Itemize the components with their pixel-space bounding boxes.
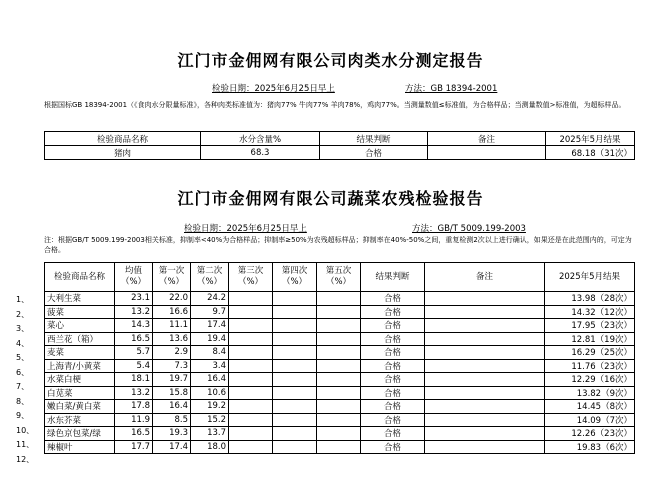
header-remark: 备注 xyxy=(425,263,545,292)
cell-test-1: 16.6 xyxy=(153,305,191,319)
cell-test-1: 22.0 xyxy=(153,292,191,306)
cell-test-1: 15.8 xyxy=(153,386,191,400)
cell-test-5 xyxy=(317,319,361,333)
cell-average: 17.8 xyxy=(115,400,153,414)
cell-test-3 xyxy=(229,346,273,360)
cell-result: 合格 xyxy=(361,400,425,414)
cell-average: 13.2 xyxy=(115,305,153,319)
header-test-5: 第五次（%） xyxy=(317,263,361,292)
cell-test-2: 15.2 xyxy=(191,413,229,427)
cell-may-result: 12.81（19次） xyxy=(545,332,635,346)
cell-test-3 xyxy=(229,413,273,427)
cell-result: 合格 xyxy=(361,292,425,306)
cell-result: 合格 xyxy=(361,332,425,346)
table-row xyxy=(45,305,635,319)
meat-report-method: 方法：GB 18394-2001 xyxy=(405,84,498,94)
cell-test-3 xyxy=(229,400,273,414)
cell-may-result: 14.09（7次） xyxy=(545,413,635,427)
table-row xyxy=(45,319,635,333)
cell-test-4 xyxy=(273,373,317,387)
cell-may-result: 12.29（16次） xyxy=(545,373,635,387)
cell-average: 16.5 xyxy=(115,427,153,441)
cell-test-3 xyxy=(229,386,273,400)
cell-remark xyxy=(425,427,545,441)
cell-test-1: 8.5 xyxy=(153,413,191,427)
cell-average: 17.7 xyxy=(115,440,153,454)
cell-test-3 xyxy=(229,359,273,373)
cell-test-2: 17.4 xyxy=(191,319,229,333)
cell-test-5 xyxy=(317,373,361,387)
veg-report-note: 注：根据GB/T 5009.199-2003相关标准，抑制率<40%为合格样品；抑制率≥50%为农残超标样品；抑制率在40%-50%之间，重复检测2次以上进行确认，如果还是在此范围内的，可定为合格。 xyxy=(44,236,632,254)
cell-test-5 xyxy=(317,292,361,306)
header-may-result: 2025年5月结果 xyxy=(546,132,635,146)
cell-may-result: 68.18（31次） xyxy=(546,146,635,160)
cell-test-4 xyxy=(273,346,317,360)
cell-test-2: 16.4 xyxy=(191,373,229,387)
cell-average: 16.5 xyxy=(115,332,153,346)
cell-test-1: 17.4 xyxy=(153,440,191,454)
cell-product-name: 猪肉 xyxy=(45,146,201,160)
cell-may-result: 17.95（23次） xyxy=(545,319,635,333)
cell-result: 合格 xyxy=(361,305,425,319)
cell-test-5 xyxy=(317,413,361,427)
cell-test-2: 13.7 xyxy=(191,427,229,441)
meat-report-note: 根据国标GB 18394-2001（《食肉水分限量标准》，各种肉类标准值为：猪肉77% 牛肉77% 羊肉78%，鸡肉77%。当测量数值≤标准值，为合格样品；当测量数值>标准值，为超标样品。 xyxy=(44,101,626,109)
cell-product-name: 水菜白梗 xyxy=(45,373,115,387)
cell-remark xyxy=(425,346,545,360)
cell-test-2: 10.6 xyxy=(191,386,229,400)
row-number: 6、 xyxy=(16,367,30,377)
header-may-result: 2025年5月结果 xyxy=(545,263,635,292)
cell-test-4 xyxy=(273,332,317,346)
cell-test-4 xyxy=(273,305,317,319)
cell-test-4 xyxy=(273,440,317,454)
header-result: 结果判断 xyxy=(320,132,428,146)
cell-test-1: 11.1 xyxy=(153,319,191,333)
cell-test-2: 3.4 xyxy=(191,359,229,373)
cell-result: 合格 xyxy=(361,413,425,427)
cell-remark xyxy=(425,305,545,319)
cell-product-name: 嫩白菜/黄白菜 xyxy=(45,400,115,414)
cell-test-5 xyxy=(317,332,361,346)
header-average: 均值（%） xyxy=(115,263,153,292)
cell-product-name: 大利生菜 xyxy=(45,292,115,306)
table-row xyxy=(45,400,635,414)
cell-test-1: 2.9 xyxy=(153,346,191,360)
cell-test-2: 8.4 xyxy=(191,346,229,360)
cell-remark xyxy=(425,386,545,400)
cell-test-3 xyxy=(229,292,273,306)
cell-test-5 xyxy=(317,400,361,414)
meat-results-table xyxy=(44,131,635,160)
cell-remark xyxy=(428,146,546,160)
cell-may-result: 12.26（23次） xyxy=(545,427,635,441)
cell-test-3 xyxy=(229,319,273,333)
header-test-3: 第三次（%） xyxy=(229,263,273,292)
cell-test-4 xyxy=(273,319,317,333)
cell-may-result: 16.29（25次） xyxy=(545,346,635,360)
cell-average: 14.3 xyxy=(115,319,153,333)
cell-result: 合格 xyxy=(361,346,425,360)
cell-test-5 xyxy=(317,386,361,400)
cell-product-name: 菠菜 xyxy=(45,305,115,319)
veg-report-date: 检验日期：2025年6月25日早上 xyxy=(184,224,307,234)
cell-test-4 xyxy=(273,427,317,441)
cell-test-4 xyxy=(273,413,317,427)
cell-remark xyxy=(425,319,545,333)
cell-may-result: 14.32（12次） xyxy=(545,305,635,319)
row-number: 11、 xyxy=(16,440,35,449)
cell-test-4 xyxy=(273,386,317,400)
table-row xyxy=(45,292,635,306)
cell-may-result: 13.82（9次） xyxy=(545,386,635,400)
cell-product-name: 水东芥菜 xyxy=(45,413,115,427)
cell-result: 合格 xyxy=(320,146,428,160)
cell-remark xyxy=(425,292,545,306)
header-test-1: 第一次（%） xyxy=(153,263,191,292)
cell-result: 合格 xyxy=(361,427,425,441)
cell-product-name: 上海青/小黄菜 xyxy=(45,359,115,373)
table-row xyxy=(45,346,635,360)
cell-test-5 xyxy=(317,359,361,373)
header-result: 结果判断 xyxy=(361,263,425,292)
cell-moisture: 68.3 xyxy=(201,146,320,160)
cell-test-1: 7.3 xyxy=(153,359,191,373)
cell-test-5 xyxy=(317,305,361,319)
header-test-4: 第四次（%） xyxy=(273,263,317,292)
meat-report-date: 检验日期：2025年6月25日早上 xyxy=(212,84,335,94)
veg-report-title: 江门市金佣网有限公司蔬菜农残检验报告 xyxy=(177,189,484,208)
cell-test-1: 13.6 xyxy=(153,332,191,346)
cell-may-result: 13.98（28次） xyxy=(545,292,635,306)
cell-may-result: 14.45（8次） xyxy=(545,400,635,414)
header-moisture: 水分含量% xyxy=(201,132,320,146)
cell-test-5 xyxy=(317,427,361,441)
cell-test-4 xyxy=(273,292,317,306)
row-number: 10、 xyxy=(16,425,35,435)
header-product-name: 检验商品名称 xyxy=(45,132,201,146)
cell-test-1: 19.3 xyxy=(153,427,191,441)
table-row xyxy=(45,413,635,427)
table-row xyxy=(45,373,635,387)
veg-results-table xyxy=(44,262,635,454)
row-number: 2、 xyxy=(16,309,30,319)
row-number: 7、 xyxy=(16,382,30,391)
cell-result: 合格 xyxy=(361,373,425,387)
row-number: 4、 xyxy=(16,338,30,348)
table-row xyxy=(45,146,635,160)
cell-average: 13.2 xyxy=(115,386,153,400)
table-row xyxy=(45,440,635,454)
cell-test-2: 18.0 xyxy=(191,440,229,454)
cell-test-1: 19.7 xyxy=(153,373,191,387)
cell-average: 11.9 xyxy=(115,413,153,427)
row-number: 9、 xyxy=(16,411,30,420)
row-number: 3、 xyxy=(16,324,30,333)
cell-average: 5.7 xyxy=(115,346,153,360)
row-number: 8、 xyxy=(16,396,30,406)
cell-product-name: 白苋菜 xyxy=(45,386,115,400)
cell-test-5 xyxy=(317,440,361,454)
cell-remark xyxy=(425,413,545,427)
cell-may-result: 11.76（23次） xyxy=(545,359,635,373)
row-number: 12、 xyxy=(16,454,35,464)
cell-test-3 xyxy=(229,440,273,454)
cell-test-3 xyxy=(229,332,273,346)
cell-remark xyxy=(425,400,545,414)
cell-average: 18.1 xyxy=(115,373,153,387)
table-row xyxy=(45,427,635,441)
row-number: 1、 xyxy=(16,295,30,304)
cell-product-name: 麦菜 xyxy=(45,346,115,360)
cell-product-name: 绿色京包菜/绿 xyxy=(45,427,115,441)
cell-may-result: 19.83（6次） xyxy=(545,440,635,454)
cell-result: 合格 xyxy=(361,319,425,333)
header-test-2: 第二次（%） xyxy=(191,263,229,292)
cell-average: 5.4 xyxy=(115,359,153,373)
cell-test-2: 19.4 xyxy=(191,332,229,346)
cell-average: 23.1 xyxy=(115,292,153,306)
table-header-row xyxy=(45,132,635,146)
header-remark: 备注 xyxy=(428,132,546,146)
table-row xyxy=(45,332,635,346)
table-row xyxy=(45,359,635,373)
cell-test-3 xyxy=(229,373,273,387)
cell-result: 合格 xyxy=(361,440,425,454)
header-product-name: 检验商品名称 xyxy=(45,263,115,292)
cell-test-4 xyxy=(273,359,317,373)
cell-result: 合格 xyxy=(361,359,425,373)
table-row xyxy=(45,386,635,400)
cell-test-3 xyxy=(229,305,273,319)
cell-remark xyxy=(425,373,545,387)
cell-test-5 xyxy=(317,346,361,360)
cell-test-2: 24.2 xyxy=(191,292,229,306)
meat-report-title: 江门市金佣网有限公司肉类水分测定报告 xyxy=(177,51,484,70)
cell-test-2: 19.2 xyxy=(191,400,229,414)
veg-report-method: 方法：GB/T 5009.199-2003 xyxy=(412,224,526,234)
cell-product-name: 西兰花（箱） xyxy=(45,332,115,346)
cell-product-name: 辣椒叶 xyxy=(45,440,115,454)
cell-remark xyxy=(425,332,545,346)
cell-result: 合格 xyxy=(361,386,425,400)
cell-test-4 xyxy=(273,400,317,414)
cell-product-name: 菜心 xyxy=(45,319,115,333)
cell-remark xyxy=(425,440,545,454)
table-header-row xyxy=(45,263,635,292)
row-number: 5、 xyxy=(16,353,30,362)
cell-test-3 xyxy=(229,427,273,441)
cell-remark xyxy=(425,359,545,373)
cell-test-1: 16.4 xyxy=(153,400,191,414)
cell-test-2: 9.7 xyxy=(191,305,229,319)
